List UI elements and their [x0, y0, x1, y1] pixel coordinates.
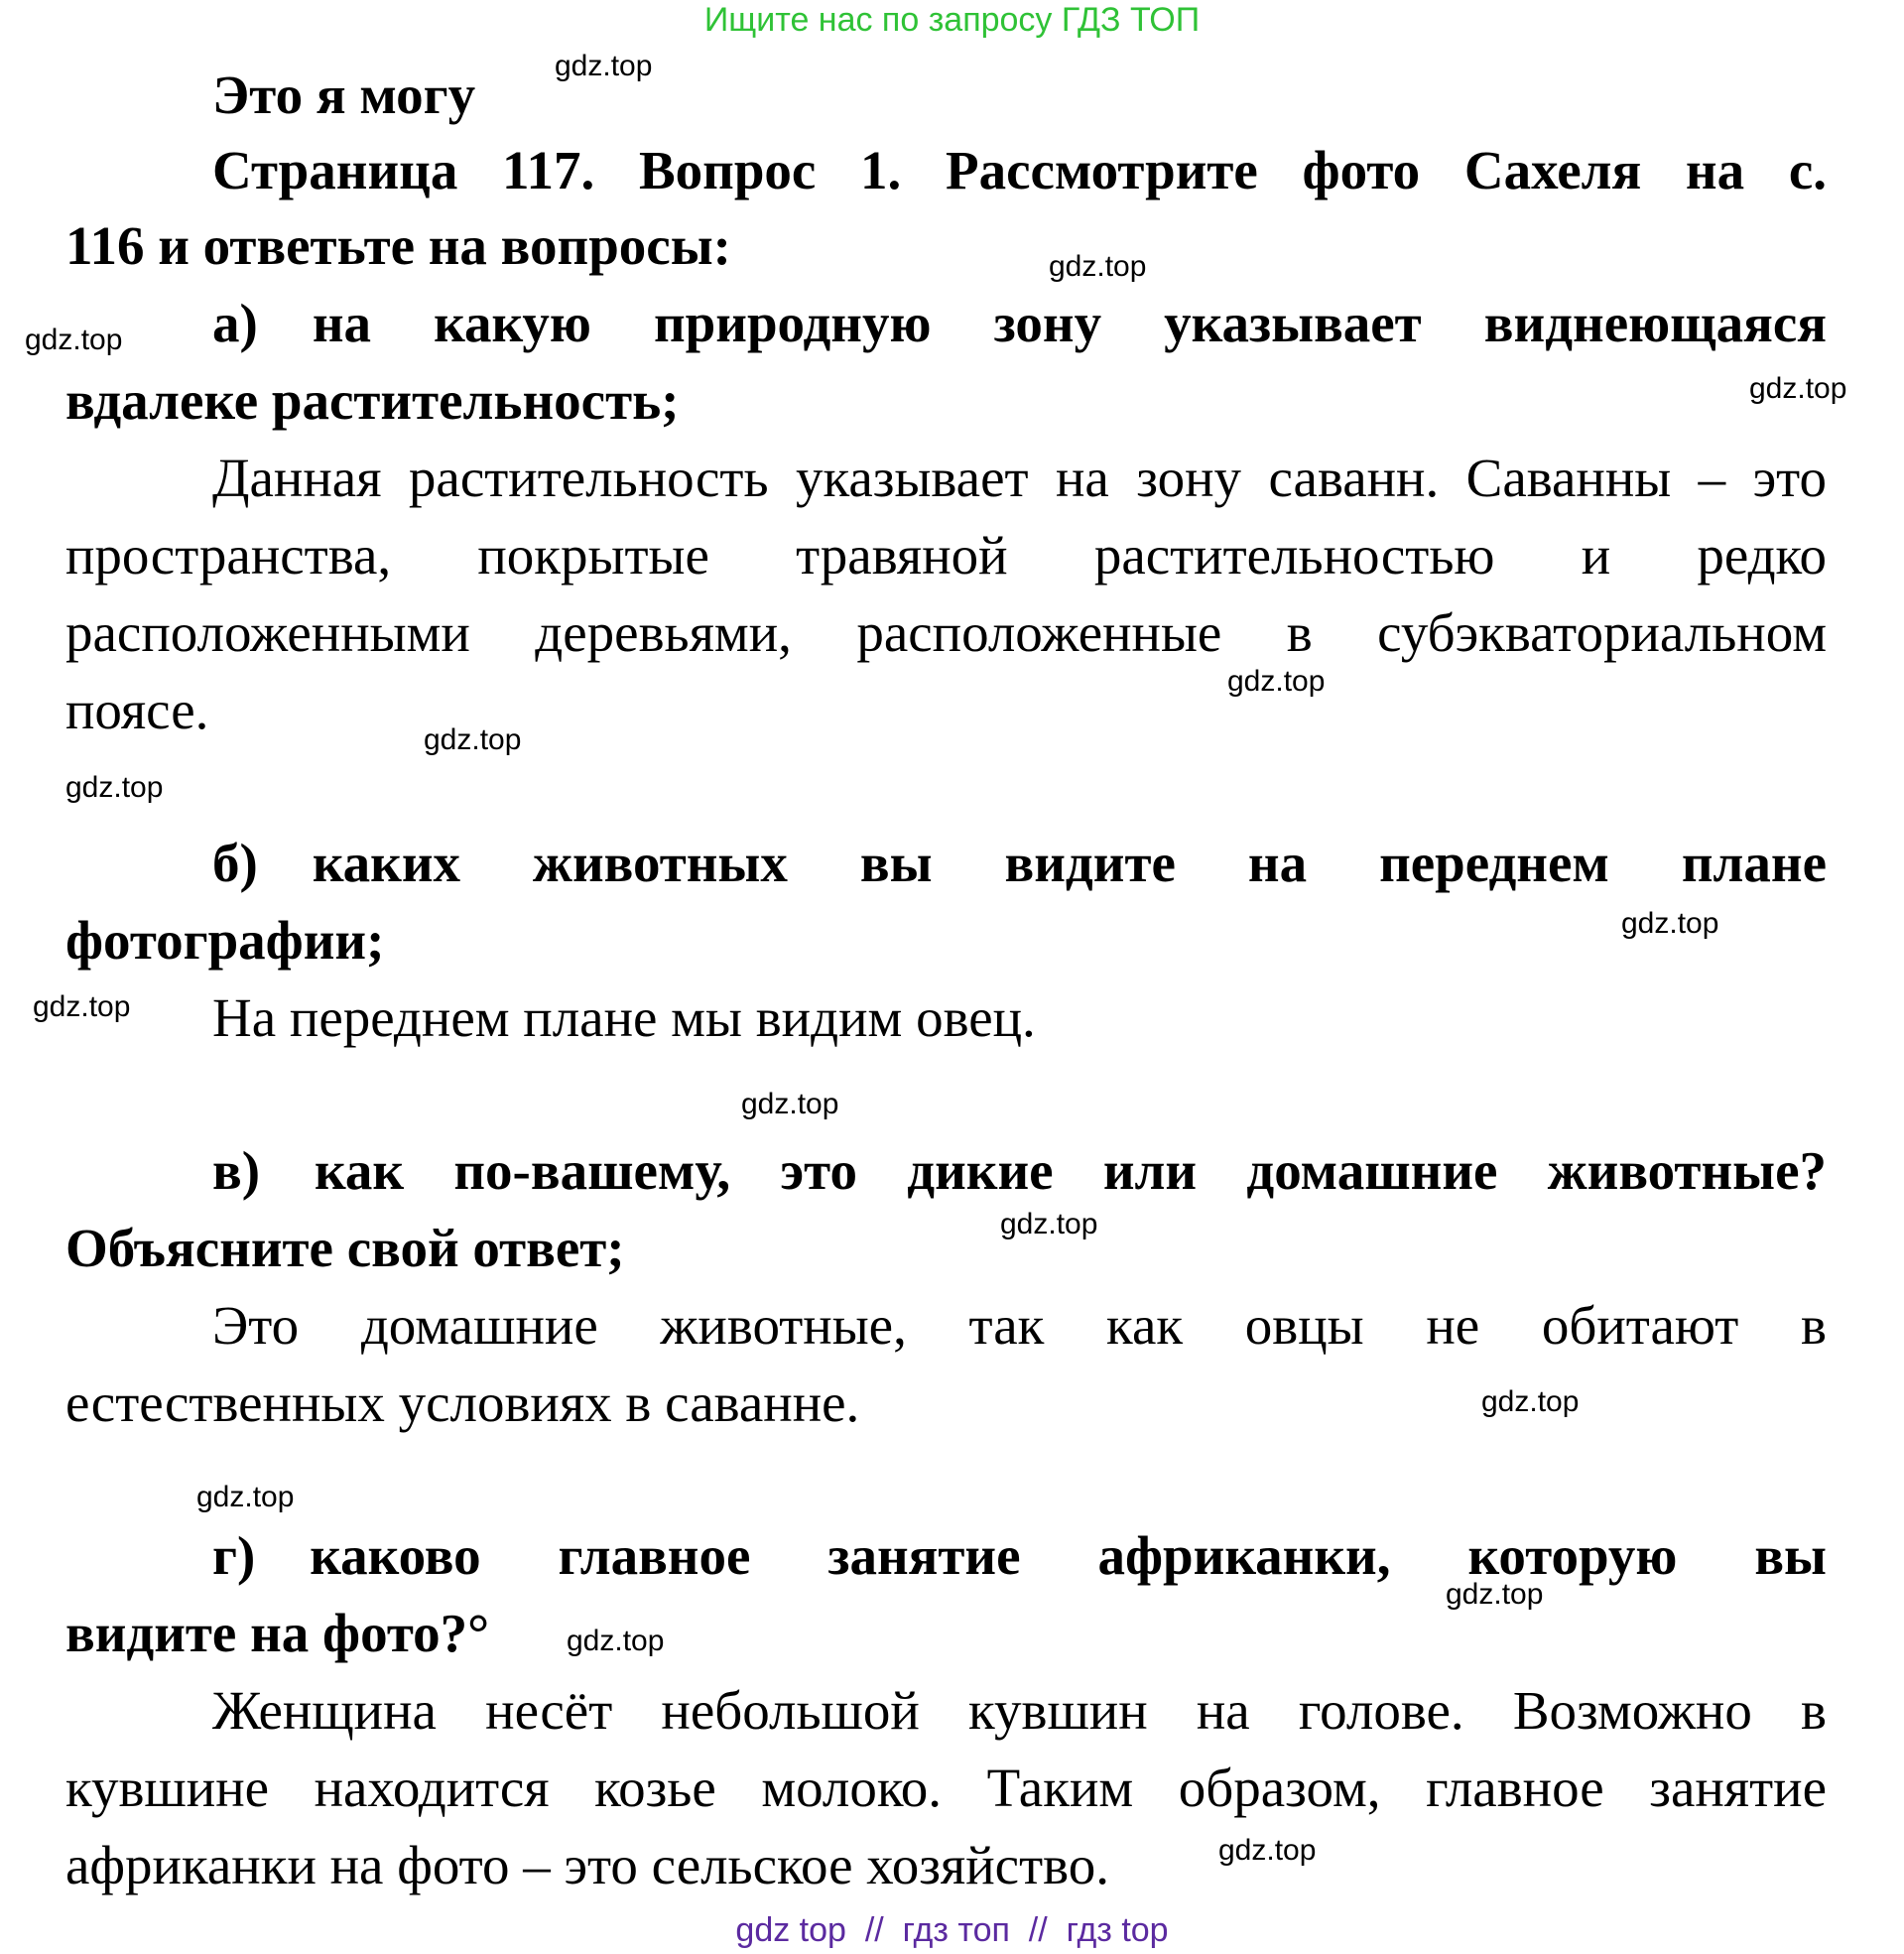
watermark: gdz.top — [25, 324, 123, 356]
watermark: gdz.top — [741, 1088, 839, 1120]
answer-c-line-1: Это домашние животные, так как овцы не обитают в — [212, 1295, 1827, 1356]
watermark: gdz.top — [1049, 250, 1147, 283]
watermark: gdz.top — [1227, 665, 1326, 698]
answer-a-line-3: расположенными деревьями, расположенные в субэкваториальном — [65, 602, 1827, 663]
section-heading: Это я могу — [212, 65, 476, 125]
watermark: gdz.top — [555, 50, 653, 82]
question-title-line-1 — [212, 139, 1827, 202]
answer-d-line-2: кувшине находится козье молоко. Таким образом, главное занятие — [65, 1758, 1827, 1818]
answer-c-line-2: естественных условиях в саванне. — [65, 1372, 860, 1433]
answer-a-line-2: пространства, покрытые травяной растительностью и редко — [65, 525, 1827, 586]
answer-b-line-1: На переднем плане мы видим овец. — [212, 987, 1036, 1048]
watermark: gdz.top — [1000, 1208, 1098, 1240]
watermark: gdz.top — [196, 1481, 295, 1513]
watermark: gdz.top — [33, 990, 131, 1023]
question-b-line-2: фотографии; — [65, 910, 385, 971]
question-d-line-2: видите на фото?° — [65, 1603, 490, 1663]
watermark: gdz.top — [1621, 907, 1719, 940]
watermark: gdz.top — [567, 1625, 665, 1657]
question-c-line-1: в) как по-вашему, это дикие или домашние животные? — [212, 1140, 1827, 1201]
watermark: gdz.top — [1481, 1385, 1580, 1418]
answer-d-line-1: Женщина несёт небольшой кувшин на голове. Возможно в — [212, 1680, 1827, 1741]
question-label: Страница 117. Вопрос 1. — [212, 140, 902, 200]
top-banner[interactable]: Ищите нас по запросу ГДЗ ТОП — [703, 1, 1201, 39]
question-d-line-1: г) каково главное занятие африканки, которую вы — [212, 1525, 1827, 1586]
question-a-line-2: вдалеке растительность; — [65, 370, 680, 431]
answer-d-line-3: африканки на фото – это сельское хозяйство. — [65, 1835, 1109, 1895]
question-c-line-2: Объясните свой ответ; — [65, 1218, 625, 1278]
footer-links[interactable]: gdz top // гдз топ // гдз top — [735, 1911, 1169, 1949]
question-a-line-1: а) на какую природную зону указывает виднеющаяся — [212, 293, 1827, 353]
watermark: gdz.top — [65, 771, 164, 804]
answer-a-line-1: Данная растительность указывает на зону саванн. Саванны – это — [212, 448, 1827, 508]
question-b-line-1: б) каких животных вы видите на переднем плане — [212, 833, 1827, 893]
watermark: gdz.top — [424, 723, 522, 756]
question-text-part-1: Рассмотрите фото Сахеля на с. — [946, 140, 1827, 200]
watermark: gdz.top — [1446, 1578, 1544, 1611]
answer-a-line-4: поясе. — [65, 680, 209, 740]
watermark: gdz.top — [1749, 372, 1847, 405]
watermark: gdz.top — [1218, 1834, 1317, 1867]
question-title-line-2: 116 и ответьте на вопросы: — [65, 215, 731, 276]
